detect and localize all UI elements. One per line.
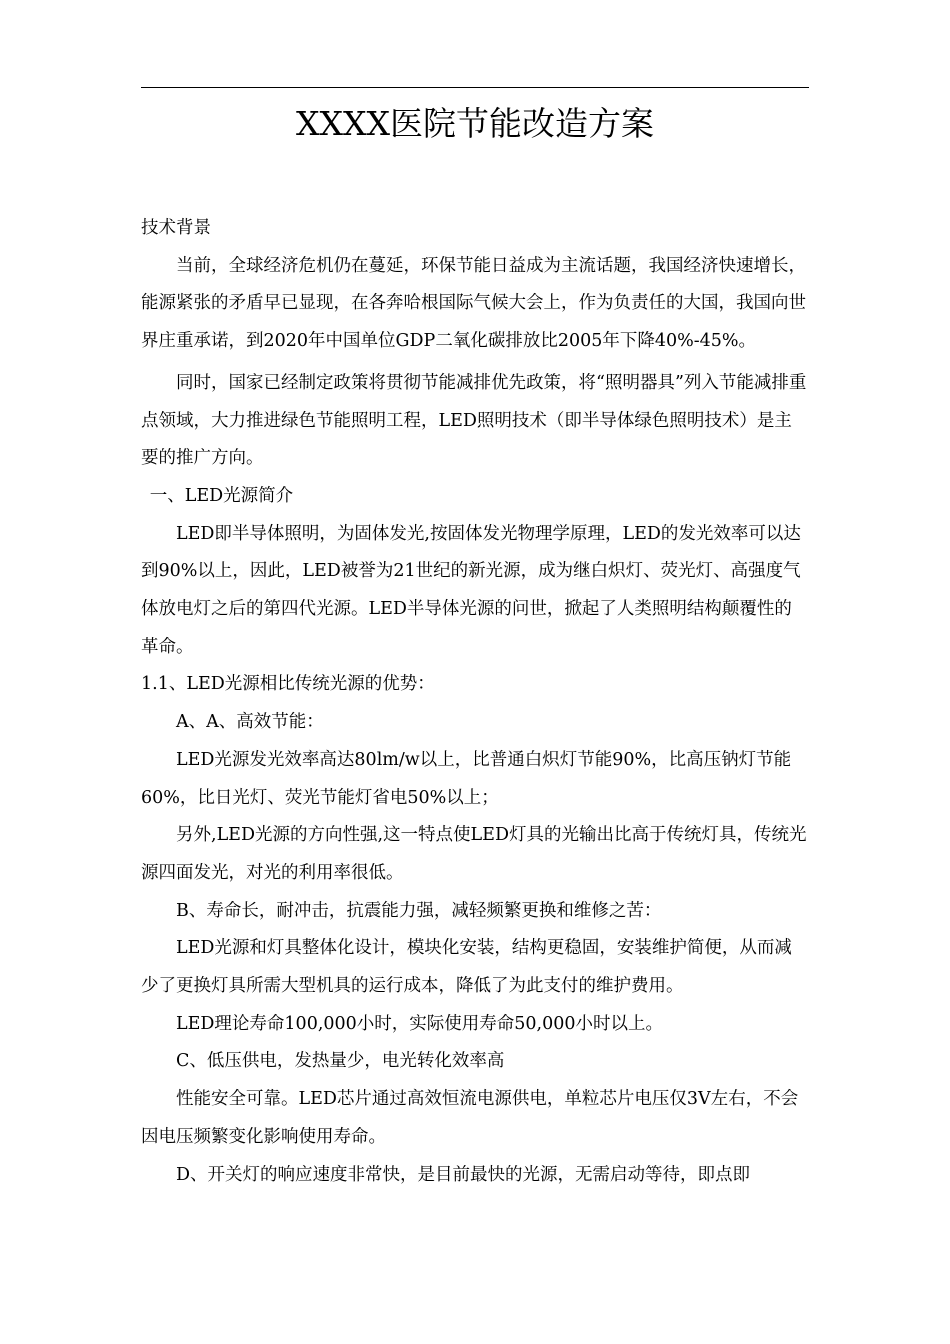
paragraph-led-intro: LED即半导体照明，为固体发光,按固体发光物理学原理，LED的发光效率可以达到90%以上，因此，LED被誉为21世纪的新光源，成为继白炽灯、荧光灯、高强度气体放电灯之后的第四代光源。LED半导体光源的问世，掀起了人类照明结构颠覆性的革命。 [141,523,801,657]
document-title: XXXX医院节能改造方案 [296,104,654,143]
paragraph-lifespan: LED理论寿命100,000小时，实际使用寿命50,000小时以上。 [176,1013,664,1034]
section-heading-background: 技术背景 [141,218,211,238]
header-rule [141,87,809,88]
paragraph-policy: 同时，国家已经制定政策将贯彻节能减排优先政策，将“照明器具”列入节能减排重点领域，大力推进绿色节能照明工程，LED照明技术（即半导体绿色照明技术）是主要的推广方向。 [141,372,807,469]
item-heading-lifespan: B、寿命长，耐冲击，抗震能力强，减轻频繁更换和维修之苦： [176,900,662,921]
item-heading-response: D、开关灯的响应速度非常快，是目前最快的光源，无需启动等待，即点即 [176,1164,751,1185]
subsection-heading-advantages: 1.1、LED光源相比传统光源的优势： [141,674,435,695]
paragraph-background: 当前，全球经济危机仍在蔓延，环保节能日益成为主流话题，我国经济快速增长，能源紧张的矛盾早已显现，在各奔哈根国际气候大会上，作为负责任的大国，我国向世界庄重承诺，到2020年中国单位GDP二氧化碳排放比2005年下降40%-45%。 [141,255,806,352]
document-body [141,210,809,1194]
paragraph-directionality: 另外,LED光源的方向性强,这一特点使LED灯具的光输出比高于传统灯具，传统光源四面发光，对光的利用率很低。 [141,825,807,883]
paragraph-safety: 性能安全可靠。LED芯片通过高效恒流电源供电，单粒芯片电压仅3V左右，不会因电压频繁变化影响使用寿命。 [141,1089,799,1147]
item-heading-efficiency: A、A、高效节能： [176,712,324,733]
item-heading-low-voltage: C、低压供电，发热量少，电光转化效率高 [176,1051,505,1072]
paragraph-design: LED光源和灯具整体化设计，模块化安装，结构更稳固，安装维护简便，从而减少了更换灯具所需大型机具的运行成本，降低了为此支付的维护费用。 [141,938,792,997]
paragraph-efficiency: LED光源发光效率高达80lm/w以上，比普通白炽灯节能90%，比高压钠灯节能60%，比日光灯、荧光节能灯省电50%以上； [141,749,792,808]
section-heading-led-intro: 一、LED光源简介 [149,485,294,506]
